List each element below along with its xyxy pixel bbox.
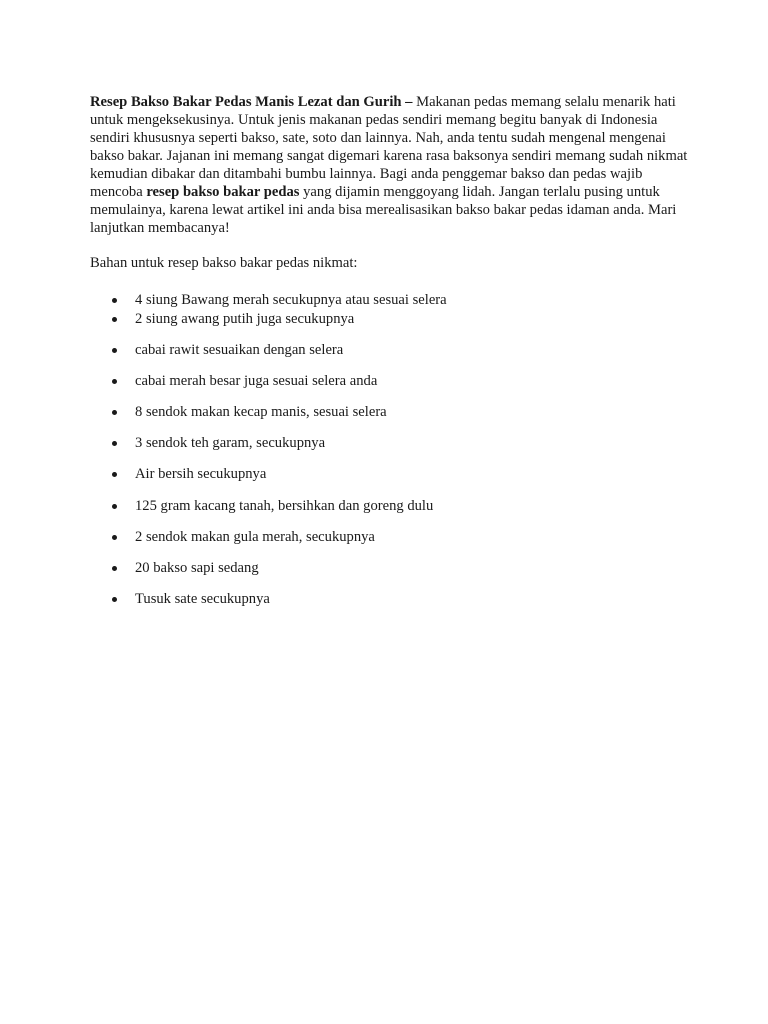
bullet-icon [112,379,117,384]
bullet-icon [112,317,117,322]
bullet-icon [112,566,117,571]
ingredients-heading: Bahan untuk resep bakso bakar pedas nikmat: [90,255,358,271]
document-page: Resep Bakso Bakar Pedas Manis Lezat dan Gurih – Makanan pedas memang selalu menarik hati untuk mengeksekusinya. Untuk jenis makanan pedas sendiri memang begitu banyak di Indonesia sendiri khususnya seperti bakso, sate, soto dan lainnya. Nah, anda tentu sudah mengenal mengenai bakso bakar. Jajanan ini memang sangat digemari karena rasa baksonya sendiri memang sudah nikmat kemudian dibakar dan ditambahi bumbu lainnya. Bagi anda penggemar bakso dan pedas wajib mencoba resep bakso bakar pedas yang dijamin menggoyang lidah. Jangan terlalu pusing untuk memulainya, karena lewat artikel ini anda bisa merealisasikan bakso bakar pedas idaman anda. Mari lanjutkan membacanya! Bahan untuk resep bakso bakar pedas nikmat: 4 siung Bawang merah secukupnya atau sesuai selera 2 siung awang putih juga secukupnya cabai rawit sesuaikan dengan selera cabai merah besar juga sesuai selera anda 8 sendok makan kecap manis, sesuai selera 3 sendok teh garam, secukupnya Air bersih secukupnya 125 gram kacang tanah, bersihkan dan goreng dulu 2 sendok makan gula merah, secukupnya 20 bakso sapi sedang Tusuk sate secukupnya [0,0,768,1024]
bullet-icon [112,504,117,509]
bullet-icon [112,535,117,540]
bullet-icon [112,597,117,602]
intro-text-1: Makanan pedas memang selalu menarik hati untuk mengeksekusinya. Untuk jenis makanan pedas sendiri memang begitu banyak di Indonesia sendiri khususnya seperti bakso, sate, soto dan lainnya. Nah, anda tentu sudah mengenal mengenai bakso bakar. Jajanan ini memang sangat digemari karena rasa baksonya sendiri memang sudah nikmat kemudian dibakar dan ditambahi bumbu lainnya. Bagi anda penggemar bakso dan pedas wajib mencoba [90,94,688,200]
bullet-icon [112,441,117,446]
bullet-icon [112,472,117,477]
bullet-icon [112,410,117,415]
bullet-icon [112,348,117,353]
intro-text-2: yang dijamin menggoyang lidah. Jangan terlalu pusing untuk memulainya, karena lewat artikel ini anda bisa merealisasikan bakso bakar pedas idaman anda. Mari lanjutkan membacanya! [90,184,677,236]
bullet-icon [112,298,117,303]
intro-title: Resep Bakso Bakar Pedas Manis Lezat dan Gurih – [90,94,413,110]
intro-paragraph [90,93,690,237]
intro-keyword: resep bakso bakar pedas [146,184,300,200]
